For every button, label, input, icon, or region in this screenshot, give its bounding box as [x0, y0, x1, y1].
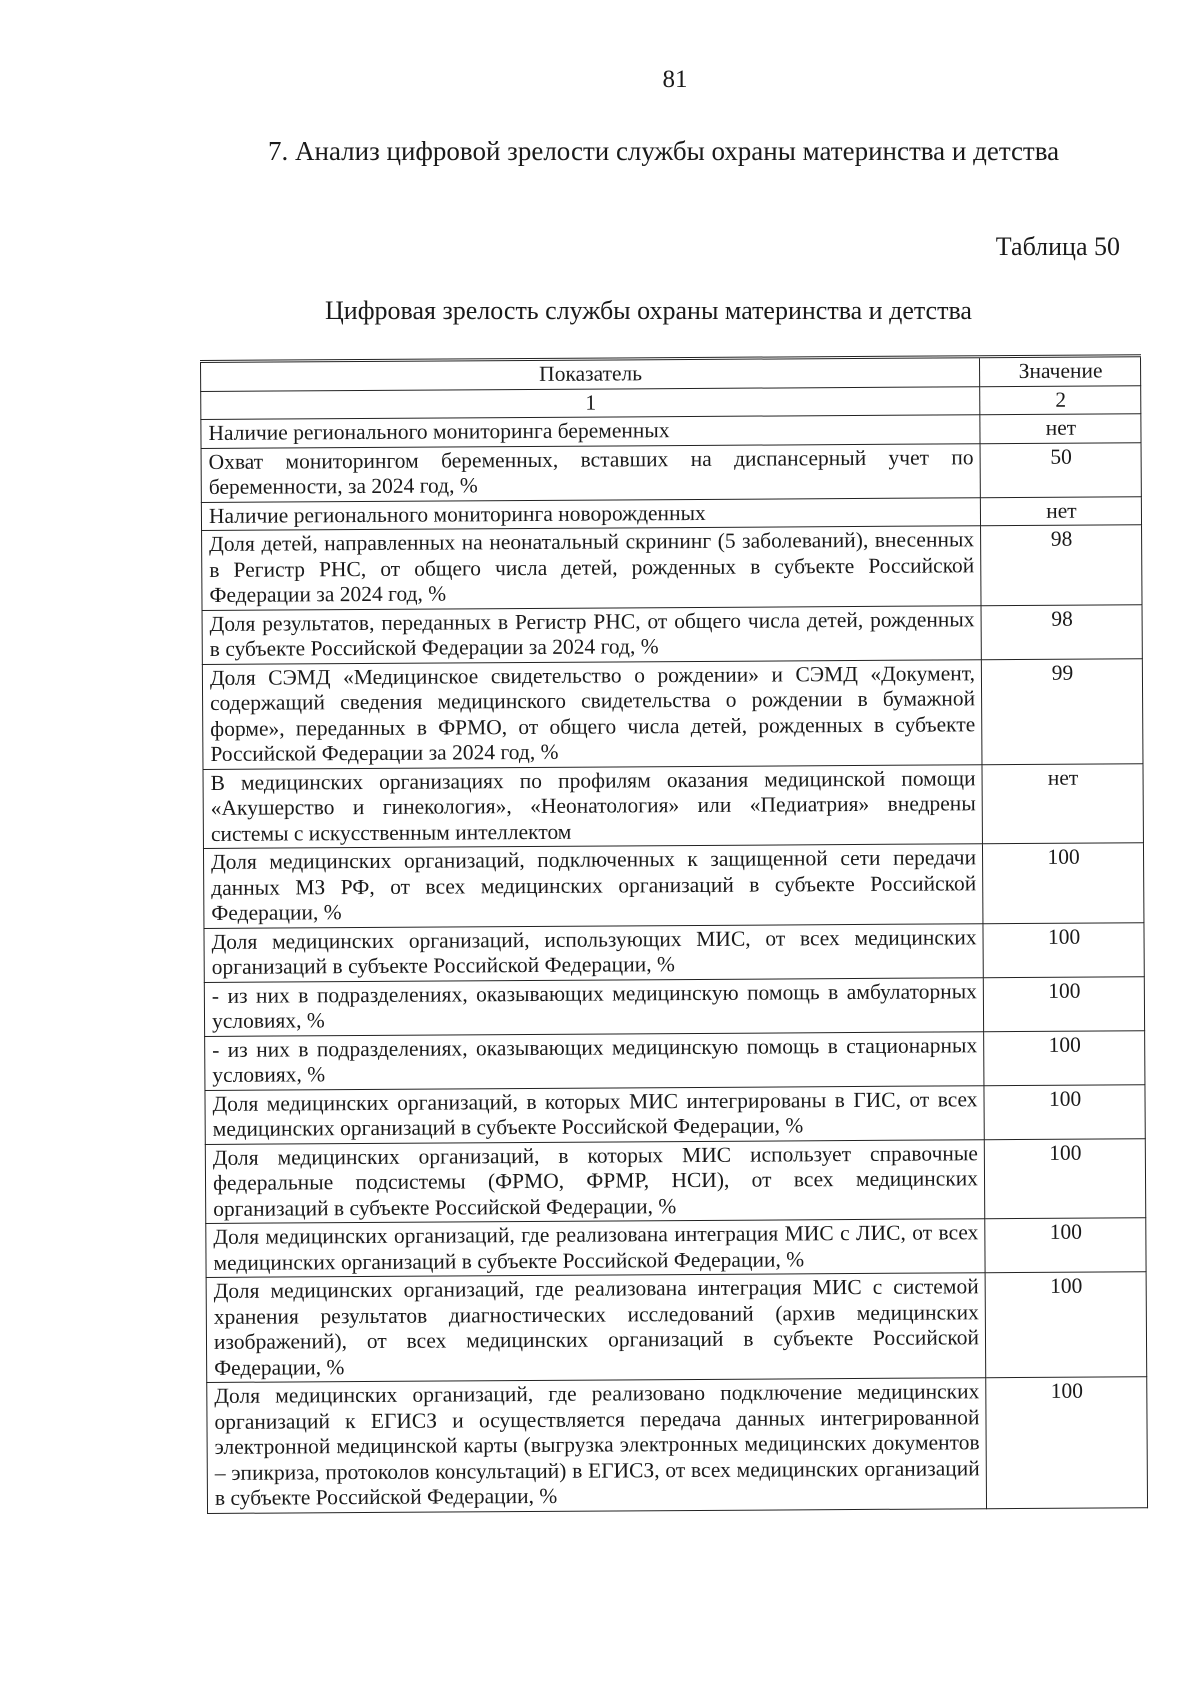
table-row	[207, 1377, 1148, 1513]
table-row	[202, 525, 1142, 610]
value-cell: 100	[983, 922, 1144, 977]
indicator-cell: Доля медицинских организаций, использующих МИС, от всех медицинских организаций в субъекте Российской Федерации, %	[204, 923, 983, 982]
value-cell: 100	[984, 1138, 1145, 1218]
table-container	[200, 354, 1147, 1513]
indicator-cell: В медицинских организациях по профилям оказания медицинской помощи «Акушерство и гинекология», «Неонатология» или «Педиатрия» внедрены системы с искусственным интеллектом	[203, 764, 982, 848]
table-row	[205, 1138, 1145, 1223]
indicator-cell: Доля результатов, переданных в Регистр РНС, от общего числа детей, рожденных в субъекте Российской Федерации за 2024 год, %	[202, 605, 981, 664]
table-row	[203, 763, 1143, 848]
table-row	[206, 1272, 1147, 1383]
indicator-cell: Наличие регионального мониторинга новорожденных	[201, 497, 980, 530]
table-row	[202, 604, 1142, 664]
digital-maturity-table	[200, 354, 1148, 1513]
header-indicator: Показатель	[201, 357, 980, 391]
value-cell: 100	[984, 1084, 1145, 1139]
indicator-cell: Доля медицинских организаций, где реализована интеграция МИС с системой хранения результатов диагностических исследований (архив медицинских изображений), от всех медицинских организаций в субъекте Российской Федерации, %	[206, 1273, 986, 1383]
value-cell: нет	[980, 496, 1141, 525]
table-body	[201, 414, 1148, 1513]
column-number-1: 1	[201, 386, 980, 419]
header-value: Значение	[979, 356, 1140, 386]
indicator-cell: Доля медицинских организаций, где реализовано подключение медицинских организаций к ЕГИСЗ и осуществляется передача данных интегрированной электронной медицинской карты (выгрузка электронных медицинских документов – эпикриза, протоколов консультаций) в ЕГИСЗ, от всех медицинских организаций в субъекте Российской Федерации, %	[207, 1378, 987, 1513]
indicator-cell: Доля СЭМД «Медицинское свидетельство о рождении» и СЭМД «Документ, содержащий сведения медицинского свидетельства о рождении в бумажной форме», переданных в ФРМО, от общего числа детей, рожденных в субъекте Российской Федерации за 2024 год, %	[202, 659, 982, 769]
indicator-cell: Доля медицинских организаций, в которых МИС использует справочные федеральные подсистемы (ФРМО, ФРМР, НСИ), от всех медицинских организаций в субъекте Российской Федерации, %	[205, 1139, 984, 1223]
indicator-cell: Охват мониторингом беременных, вставших на диспансерный учет по беременности, за 2024 год, %	[201, 443, 980, 502]
indicator-cell: - из них в подразделениях, оказывающих медицинскую помощь в стационарных условиях, %	[205, 1031, 984, 1090]
value-cell: нет	[980, 414, 1141, 443]
page-number: 81	[662, 66, 688, 93]
value-cell: 100	[984, 1030, 1145, 1085]
value-cell: 100	[983, 976, 1144, 1031]
table-row	[205, 1030, 1145, 1090]
value-cell: 98	[981, 525, 1142, 605]
value-cell: 100	[985, 1218, 1146, 1273]
value-cell: 100	[985, 1272, 1147, 1378]
value-cell: 100	[982, 843, 1143, 923]
table-row	[202, 658, 1143, 769]
indicator-cell: Доля медицинских организаций, где реализована интеграция МИС с ЛИС, от всех медицинских организаций в субъекте Российской Федерации, %	[206, 1219, 985, 1278]
value-cell: 98	[981, 604, 1142, 659]
value-cell: 99	[981, 658, 1143, 764]
indicator-cell: - из них в подразделениях, оказывающих медицинскую помощь в амбулаторных условиях, %	[204, 977, 983, 1036]
value-cell: 50	[980, 442, 1141, 497]
indicator-cell: Доля детей, направленных на неонатальный скрининг (5 заболеваний), внесенных в Регистр РНС, от общего числа детей, рожденных в субъекте Российской Федерации за 2024 год, %	[202, 526, 981, 610]
value-cell: нет	[982, 763, 1143, 843]
table-row	[203, 843, 1143, 928]
table-row	[205, 1084, 1145, 1144]
indicator-cell: Наличие регионального мониторинга беременных	[201, 415, 980, 448]
table-row	[204, 922, 1144, 982]
table-row	[201, 442, 1141, 502]
table-row	[206, 1218, 1146, 1278]
indicator-cell: Доля медицинских организаций, в которых МИС интегрированы в ГИС, от всех медицинских организаций в субъекте Российской Федерации, %	[205, 1085, 984, 1144]
table-number: Таблица 50	[995, 232, 1120, 261]
section-heading: 7. Анализ цифровой зрелости службы охраны материнства и детства	[268, 136, 1060, 166]
column-number-2: 2	[980, 385, 1141, 414]
table-row	[204, 976, 1144, 1036]
indicator-cell: Доля медицинских организаций, подключенных к защищенной сети передачи данных МЗ РФ, от всех медицинских организаций в субъекте Российской Федерации, %	[203, 844, 982, 928]
table-title: Цифровая зрелость службы охраны материнства и детства	[325, 296, 972, 325]
value-cell: 100	[986, 1377, 1148, 1508]
